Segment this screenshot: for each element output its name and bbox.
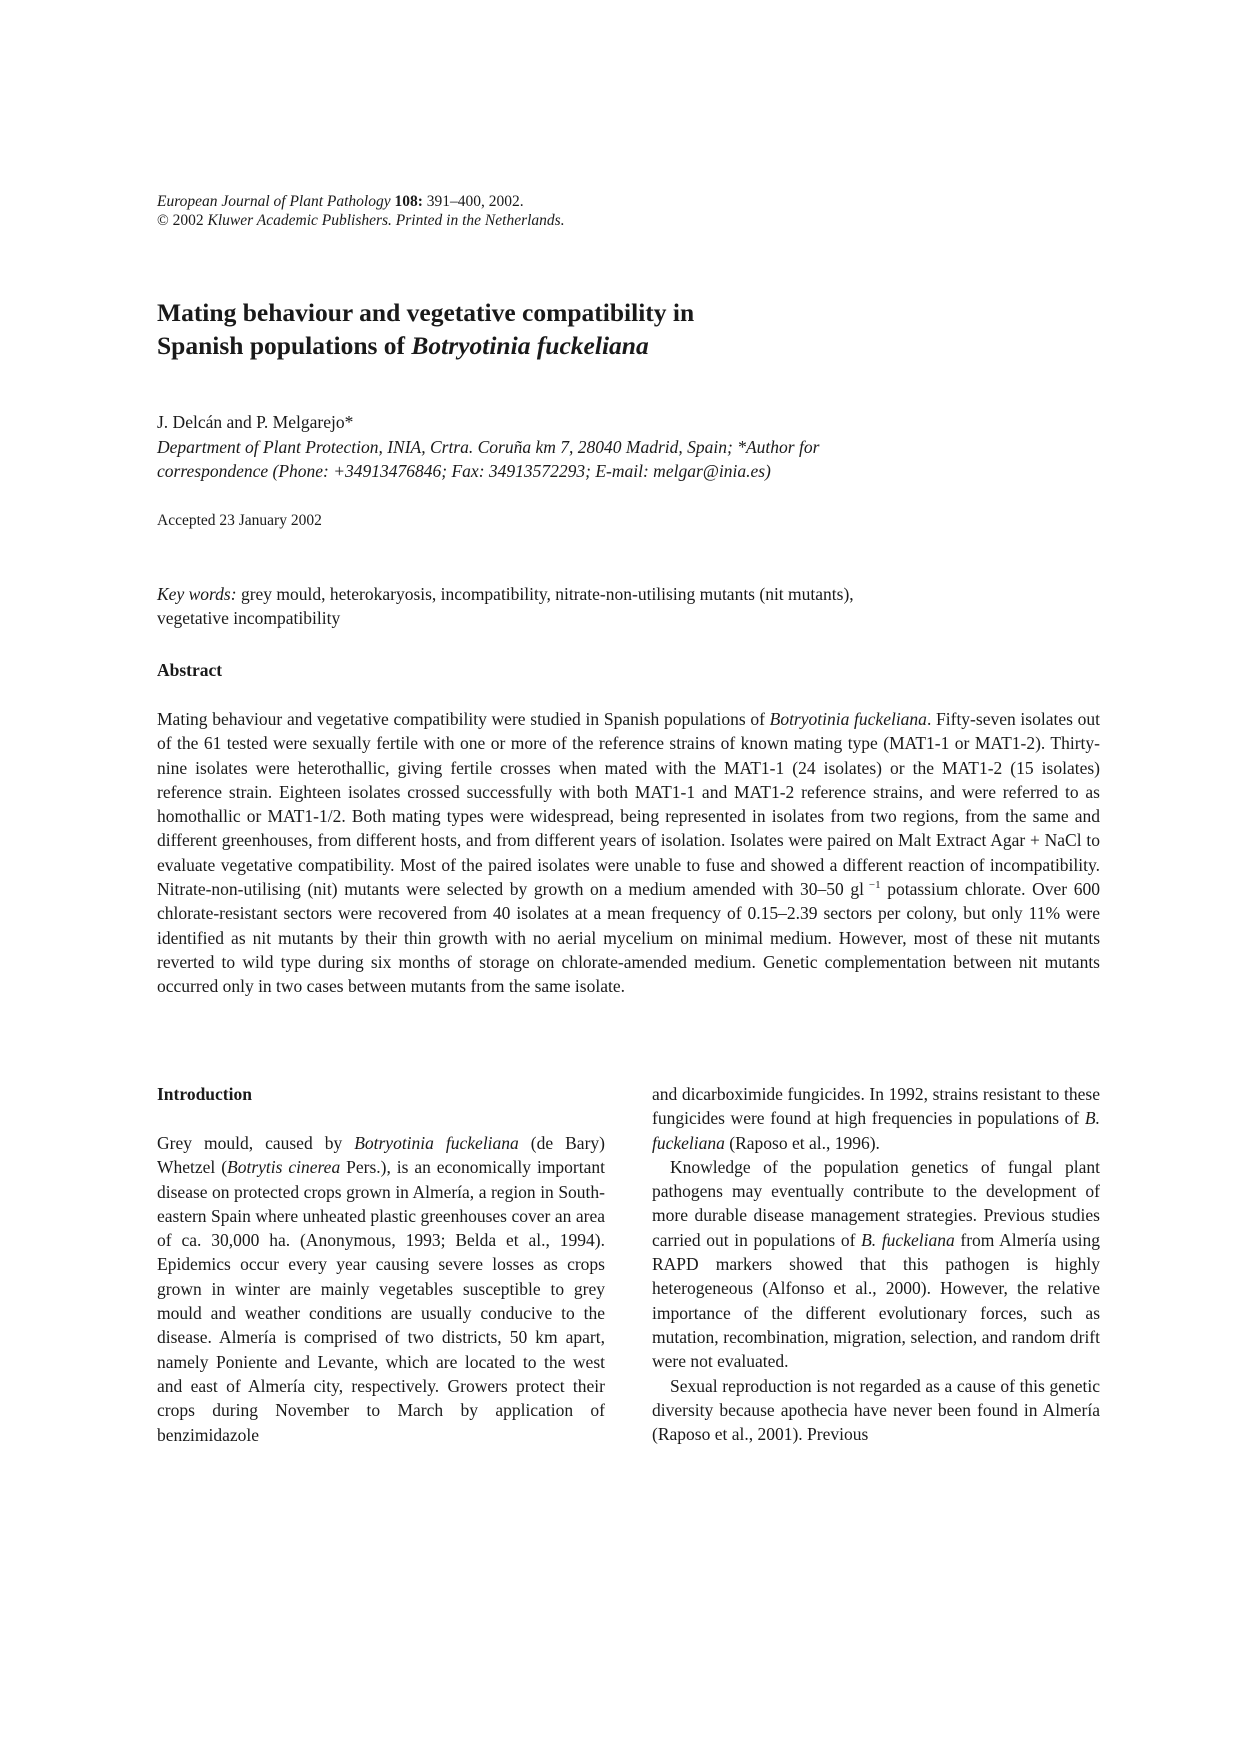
abstract-part-2: . Fifty-seven isolates out of the 61 tested were sexually fertile with one or more of the reference strains of known mating type (MAT1-1 or MAT1-2). Thirty-nine isolates were heterothallic, giving fertile crosses when mated with the MAT1-1 (24 isolates) or the MAT1-2 (15 isolates) reference strain. Eighteen isolates crossed successfully with both MAT1-1 and MAT1-2 reference strains, and were referred to as homothallic or MAT1-1/2. Both mating types were widespread, being represented in isolates from two regions, from the same and different greenhouses, from different hosts, and from different years of isolation. Isolates were paired on Malt Extract Agar + NaCl to evaluate vegetative compatibility. Most of the paired isolates were unable to fuse and showed a different reaction of incompatibility. Nitrate-non-utilising (nit) mutants were selected by growth on a medium amended with 30–50 gl <box>157 709 1100 900</box>
title-line-1: Mating behaviour and vegetative compatibility in <box>157 298 695 327</box>
paper-title <box>157 296 917 362</box>
copyright-year: © 2002 <box>157 212 208 229</box>
intro-left-text-c: Pers.), is an economically important disease on protected crops grown in Almería, a region in South-eastern Spain where unheated plastic greenhouses cover an area of ca. 30,000 ha. (Anonymous, 1993; Belda et al., 1994). Epidemics occur every year causing severe losses as crops grown in winter are mainly vegetables susceptible to grey mould and weather conditions are usually conducive to the disease. Almería is comprised of two districts, 50 km apart, namely Poniente and Levante, which are located to the west and east of Almería city, respectively. Growers protect their crops during November to March by application of benzimidazole <box>157 1157 605 1445</box>
intro-column-right <box>652 1082 1100 1446</box>
affiliation-line-2: correspondence (Phone: +34913476846; Fax: 34913572293; E-mail: melgar@inia.es) <box>157 461 771 481</box>
abstract-species: Botryotinia fuckeliana <box>769 709 927 729</box>
paper-page <box>157 0 1100 1753</box>
publisher: Kluwer Academic Publishers. Printed in the Netherlands. <box>207 212 565 229</box>
journal-citation <box>157 192 565 211</box>
title-line-2-prefix: Spanish populations of <box>157 331 412 360</box>
intro-right-species-2: B. fuckeliana <box>861 1229 955 1250</box>
abstract-part-3: potassium chlorate. Over 600 chlorate-resistant sectors were recovered from 40 isolates at a mean frequency of 0.15–2.39 sectors per colony, but only 11% were identified as nit mutants by their thin growth with no aerial mycelium on minimal medium. However, most of these nit mutants reverted to wild type during six months of storage on chlorate-amended medium. Genetic complementation between nit mutants occurred only in two cases between mutants from the same isolate. <box>157 879 1100 997</box>
journal-pages-year: 391–400, 2002. <box>422 193 524 210</box>
intro-right-paragraph-2 <box>652 1155 1100 1374</box>
intro-left-species-2: Botrytis cinerea <box>227 1157 341 1178</box>
abstract-text <box>157 707 1100 999</box>
intro-right-species-1: B. fuckeliana <box>652 1108 1100 1153</box>
intro-left-text-a: Grey mould, caused by <box>157 1133 355 1153</box>
abstract-superscript: −1 <box>863 879 881 892</box>
journal-copyright <box>157 211 565 230</box>
intro-right-text-2a: Knowledge of the population genetics of fungal plant pathogens may eventually contribute to the development of more durable disease management strategies. Previous studies carried out in populations of <box>652 1156 1100 1250</box>
intro-right-paragraph-3: Sexual reproduction is not regarded as a cause of this genetic diversity because apothecia have never been found in Almería (Raposo et al., 2001). Previous <box>652 1375 1100 1445</box>
journal-header <box>157 192 565 230</box>
abstract-heading: Abstract <box>157 660 223 680</box>
affiliation-line-1: Department of Plant Protection, INIA, Crtra. Coruña km 7, 28040 Madrid, Spain; *Author for <box>157 437 820 457</box>
keywords <box>157 582 1100 630</box>
intro-right-text-1a: and dicarboximide fungicides. In 1992, strains resistant to these fungicides were found at high frequencies in populations of <box>652 1084 1100 1129</box>
intro-column-left <box>157 1082 605 1447</box>
journal-name: European Journal of Plant Pathology <box>157 193 391 210</box>
intro-right-text-2b: from Almería using RAPD markers showed that this pathogen is highly heterogeneous (Alfonso et al., 2000). However, the relative importance of the different evolutionary forces, such as mutation, recombination, migration, selection, and random drift were not evaluated. <box>652 1229 1101 1372</box>
intro-right-text-1b: (Raposo et al., 1996). <box>724 1132 880 1153</box>
intro-left-species-1: Botryotinia fuckeliana <box>354 1133 519 1153</box>
keywords-line-2: vegetative incompatibility <box>157 608 341 628</box>
keywords-label: Key words: <box>157 584 237 604</box>
affiliation <box>157 435 1100 483</box>
authors: J. Delcán and P. Melgarejo* <box>157 412 354 432</box>
keywords-line-1: grey mould, heterokaryosis, incompatibility, nitrate-non-utilising mutants (nit mutants), <box>236 584 854 604</box>
intro-right-paragraph-1 <box>652 1082 1100 1155</box>
journal-volume: 108: <box>394 193 423 210</box>
intro-left-paragraph-1 <box>157 1131 605 1447</box>
introduction-heading: Introduction <box>157 1084 252 1104</box>
abstract-part-1: Mating behaviour and vegetative compatibility were studied in Spanish populations of <box>157 709 770 729</box>
intro-left-text-b: (de Bary) Whetzel ( <box>157 1133 605 1178</box>
accepted-date: Accepted 23 January 2002 <box>157 512 322 529</box>
title-species: Botryotinia fuckeliana <box>411 331 649 360</box>
